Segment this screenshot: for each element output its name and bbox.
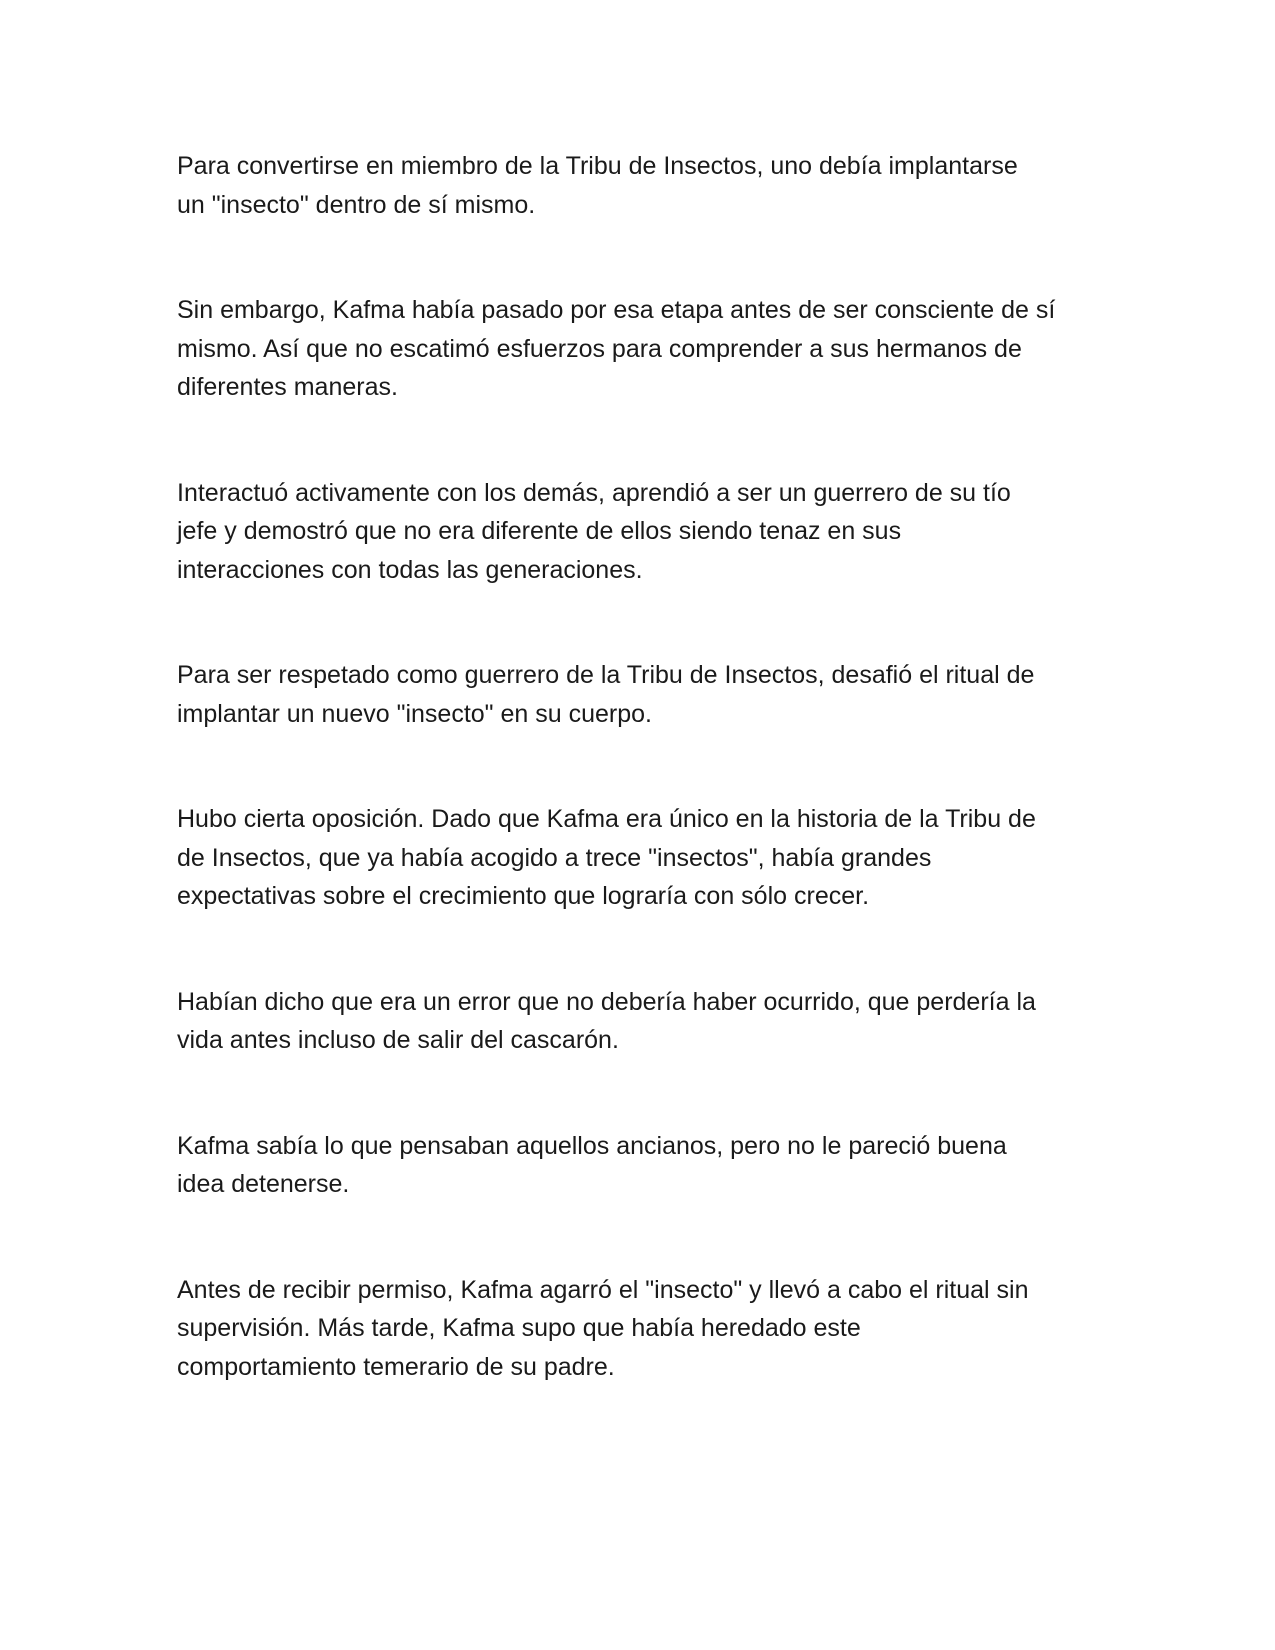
paragraph-line: Para convertirse en miembro de la Tribu de Insectos, uno debía implantarse xyxy=(177,152,1018,180)
paragraph-3 xyxy=(177,474,1107,590)
paragraph-1 xyxy=(177,147,1107,224)
paragraph-line: idea detenerse. xyxy=(177,1170,350,1198)
paragraph-line: un "insecto" dentro de sí mismo. xyxy=(177,190,536,219)
paragraph-line: Antes de recibir permiso, Kafma agarró el "insecto" y llevó a cabo el ritual sin xyxy=(177,1275,1029,1304)
paragraph-line: diferentes maneras. xyxy=(177,373,398,401)
document-body xyxy=(177,147,1107,1453)
paragraph-6 xyxy=(177,983,1107,1060)
paragraph-8 xyxy=(177,1271,1107,1387)
paragraph-line: vida antes incluso de salir del cascarón. xyxy=(177,1026,619,1054)
paragraph-line: expectativas sobre el crecimiento que lograría con sólo crecer. xyxy=(177,882,870,910)
paragraph-line: Sin embargo, Kafma había pasado por esa etapa antes de ser consciente de sí xyxy=(177,296,1056,324)
paragraph-line: de Insectos, que ya había acogido a trece "insectos", había grandes xyxy=(177,843,932,872)
paragraph-2 xyxy=(177,291,1107,407)
paragraph-4 xyxy=(177,656,1107,733)
paragraph-line: Hubo cierta oposición. Dado que Kafma era único en la historia de la Tribu de xyxy=(177,805,1036,833)
paragraph-line: Kafma sabía lo que pensaban aquellos ancianos, pero no le pareció buena xyxy=(177,1131,1007,1160)
paragraph-line: implantar un nuevo "insecto" en su cuerpo. xyxy=(177,699,652,728)
paragraph-line: interacciones con todas las generaciones. xyxy=(177,555,643,584)
paragraph-line: mismo. Así que no escatimó esfuerzos para comprender a sus hermanos de xyxy=(177,334,1022,363)
paragraph-line: Habían dicho que era un error que no debería haber ocurrido, que perdería la xyxy=(177,987,1036,1016)
paragraph-line: comportamiento temerario de su padre. xyxy=(177,1352,615,1381)
paragraph-line: Para ser respetado como guerrero de la Tribu de Insectos, desafió el ritual de xyxy=(177,661,1035,689)
paragraph-line: Interactuó activamente con los demás, aprendió a ser un guerrero de su tío xyxy=(177,478,1011,507)
paragraph-line: jefe y demostró que no era diferente de ellos siendo tenaz en sus xyxy=(177,517,902,545)
paragraph-7 xyxy=(177,1127,1107,1204)
paragraph-line: supervisión. Más tarde, Kafma supo que había heredado este xyxy=(177,1314,861,1342)
paragraph-5 xyxy=(177,800,1107,916)
